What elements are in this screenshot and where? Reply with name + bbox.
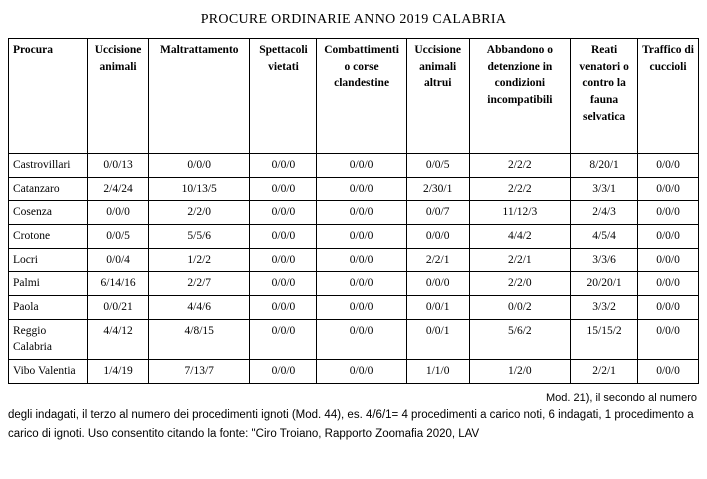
cell-value: 0/0/7 xyxy=(406,201,469,225)
cell-value: 0/0/5 xyxy=(406,154,469,178)
cell-value: 0/0/0 xyxy=(250,296,317,320)
cell-value: 0/0/0 xyxy=(149,154,250,178)
cell-value: 1/1/0 xyxy=(406,360,469,384)
table-row xyxy=(9,154,699,178)
cell-procura-name: Crotone xyxy=(9,225,88,249)
cell-value: 5/5/6 xyxy=(149,225,250,249)
cell-value: 1/4/19 xyxy=(88,360,149,384)
cell-value: 0/0/0 xyxy=(638,360,699,384)
cell-value: 0/0/4 xyxy=(88,248,149,272)
cell-value: 0/0/0 xyxy=(250,272,317,296)
table-row xyxy=(9,319,699,359)
cell-value: 3/3/6 xyxy=(571,248,638,272)
cell-value: 0/0/0 xyxy=(317,360,406,384)
cell-value: 2/30/1 xyxy=(406,177,469,201)
cell-value: 0/0/0 xyxy=(317,154,406,178)
table-container xyxy=(0,38,707,384)
cell-value: 10/13/5 xyxy=(149,177,250,201)
cell-value: 0/0/0 xyxy=(250,154,317,178)
cell-value: 0/0/0 xyxy=(638,154,699,178)
footnote-text: degli indagati, il terzo al numero dei procedimenti ignoti (Mod. 44), es. 4/6/1= 4 procedimenti a carico noti, 6 indagati, 1 procedimento a carico di ignoti. Uso consentito citando la fonte: "Ciro Troiano, Rapporto Zoomafia 2020, LAV xyxy=(8,408,694,440)
cell-value: 0/0/0 xyxy=(317,248,406,272)
table-row xyxy=(9,272,699,296)
cell-value: 0/0/0 xyxy=(638,319,699,359)
cell-value: 0/0/21 xyxy=(88,296,149,320)
column-header-abbandono-detenzione: Abbandono o detenzione in condizioni incompatibili xyxy=(469,39,570,154)
cell-value: 0/0/0 xyxy=(638,201,699,225)
cell-value: 0/0/0 xyxy=(317,225,406,249)
cell-value: 1/2/2 xyxy=(149,248,250,272)
cell-value: 4/4/12 xyxy=(88,319,149,359)
cell-value: 0/0/0 xyxy=(88,201,149,225)
cell-value: 0/0/0 xyxy=(406,225,469,249)
table-row xyxy=(9,177,699,201)
procure-table xyxy=(8,38,699,384)
cell-value: 0/0/0 xyxy=(250,248,317,272)
cell-value: 0/0/0 xyxy=(250,360,317,384)
cell-value: 2/2/0 xyxy=(149,201,250,225)
cell-value: 2/2/7 xyxy=(149,272,250,296)
cell-value: 2/2/2 xyxy=(469,177,570,201)
cell-value: 4/4/6 xyxy=(149,296,250,320)
cell-value: 4/8/15 xyxy=(149,319,250,359)
table-row xyxy=(9,296,699,320)
cell-procura-name: Cosenza xyxy=(9,201,88,225)
cell-value: 0/0/0 xyxy=(638,177,699,201)
cell-value: 0/0/1 xyxy=(406,296,469,320)
column-header-traffico-cuccioli: Traffico di cuccioli xyxy=(638,39,699,154)
cell-value: 3/3/1 xyxy=(571,177,638,201)
cell-value: 0/0/0 xyxy=(317,272,406,296)
cell-value: 2/2/0 xyxy=(469,272,570,296)
cell-procura-name: Locri xyxy=(9,248,88,272)
cell-value: 0/0/13 xyxy=(88,154,149,178)
table-row xyxy=(9,201,699,225)
cell-value: 2/4/24 xyxy=(88,177,149,201)
cell-value: 0/0/1 xyxy=(406,319,469,359)
cell-value: 0/0/0 xyxy=(638,225,699,249)
table-header xyxy=(9,39,699,154)
cell-value: 20/20/1 xyxy=(571,272,638,296)
table-header-row xyxy=(9,39,699,154)
column-header-reati-venatori: Reati venatori o contro la fauna selvatica xyxy=(571,39,638,154)
cell-procura-name: Castrovillari xyxy=(9,154,88,178)
cell-value: 5/6/2 xyxy=(469,319,570,359)
column-header-procura: Procura xyxy=(9,39,88,154)
cell-value: 0/0/0 xyxy=(638,296,699,320)
cell-value: 0/0/0 xyxy=(638,248,699,272)
cell-value: 0/0/0 xyxy=(250,225,317,249)
cell-procura-name: Catanzaro xyxy=(9,177,88,201)
table-row xyxy=(9,225,699,249)
cell-procura-name: Palmi xyxy=(9,272,88,296)
column-header-spettacoli-vietati: Spettacoli vietati xyxy=(250,39,317,154)
cell-value: 11/12/3 xyxy=(469,201,570,225)
cell-value: 2/2/1 xyxy=(406,248,469,272)
cell-value: 6/14/16 xyxy=(88,272,149,296)
footnote-fragment: Mod. 21), il secondo al numero xyxy=(545,391,697,404)
cell-value: 2/2/1 xyxy=(469,248,570,272)
column-header-uccisione-animali: Uccisione animali xyxy=(88,39,149,154)
cell-value: 3/3/2 xyxy=(571,296,638,320)
cell-value: 4/5/4 xyxy=(571,225,638,249)
cell-value: 0/0/0 xyxy=(406,272,469,296)
cell-value: 0/0/2 xyxy=(469,296,570,320)
cell-value: 2/2/1 xyxy=(571,360,638,384)
cell-value: 7/13/7 xyxy=(149,360,250,384)
cell-value: 0/0/0 xyxy=(250,177,317,201)
table-row xyxy=(9,360,699,384)
column-header-combattimenti-corse-clandestine: Combattimenti o corse clandestine xyxy=(317,39,406,154)
cell-value: 0/0/5 xyxy=(88,225,149,249)
cell-value: 0/0/0 xyxy=(317,319,406,359)
cell-value: 0/0/0 xyxy=(317,177,406,201)
cell-value: 0/0/0 xyxy=(638,272,699,296)
cell-value: 0/0/0 xyxy=(250,201,317,225)
table-row xyxy=(9,248,699,272)
page-title: PROCURE ORDINARIE ANNO 2019 CALABRIA xyxy=(200,12,507,27)
column-header-maltrattamento: Maltrattamento xyxy=(149,39,250,154)
cell-value: 2/2/2 xyxy=(469,154,570,178)
table-body xyxy=(9,154,699,384)
column-header-uccisione-animali-altrui: Uccisione animali altrui xyxy=(406,39,469,154)
cell-value: 0/0/0 xyxy=(317,201,406,225)
cell-value: 2/4/3 xyxy=(571,201,638,225)
cell-value: 0/0/0 xyxy=(317,296,406,320)
cell-value: 15/15/2 xyxy=(571,319,638,359)
cell-value: 1/2/0 xyxy=(469,360,570,384)
cell-procura-name: Reggio Calabria xyxy=(9,319,88,359)
cell-procura-name: Vibo Valentia xyxy=(9,360,88,384)
cell-value: 4/4/2 xyxy=(469,225,570,249)
footnote-body xyxy=(0,404,707,444)
cell-procura-name: Paola xyxy=(9,296,88,320)
cell-value: 0/0/0 xyxy=(250,319,317,359)
cell-value: 8/20/1 xyxy=(571,154,638,178)
